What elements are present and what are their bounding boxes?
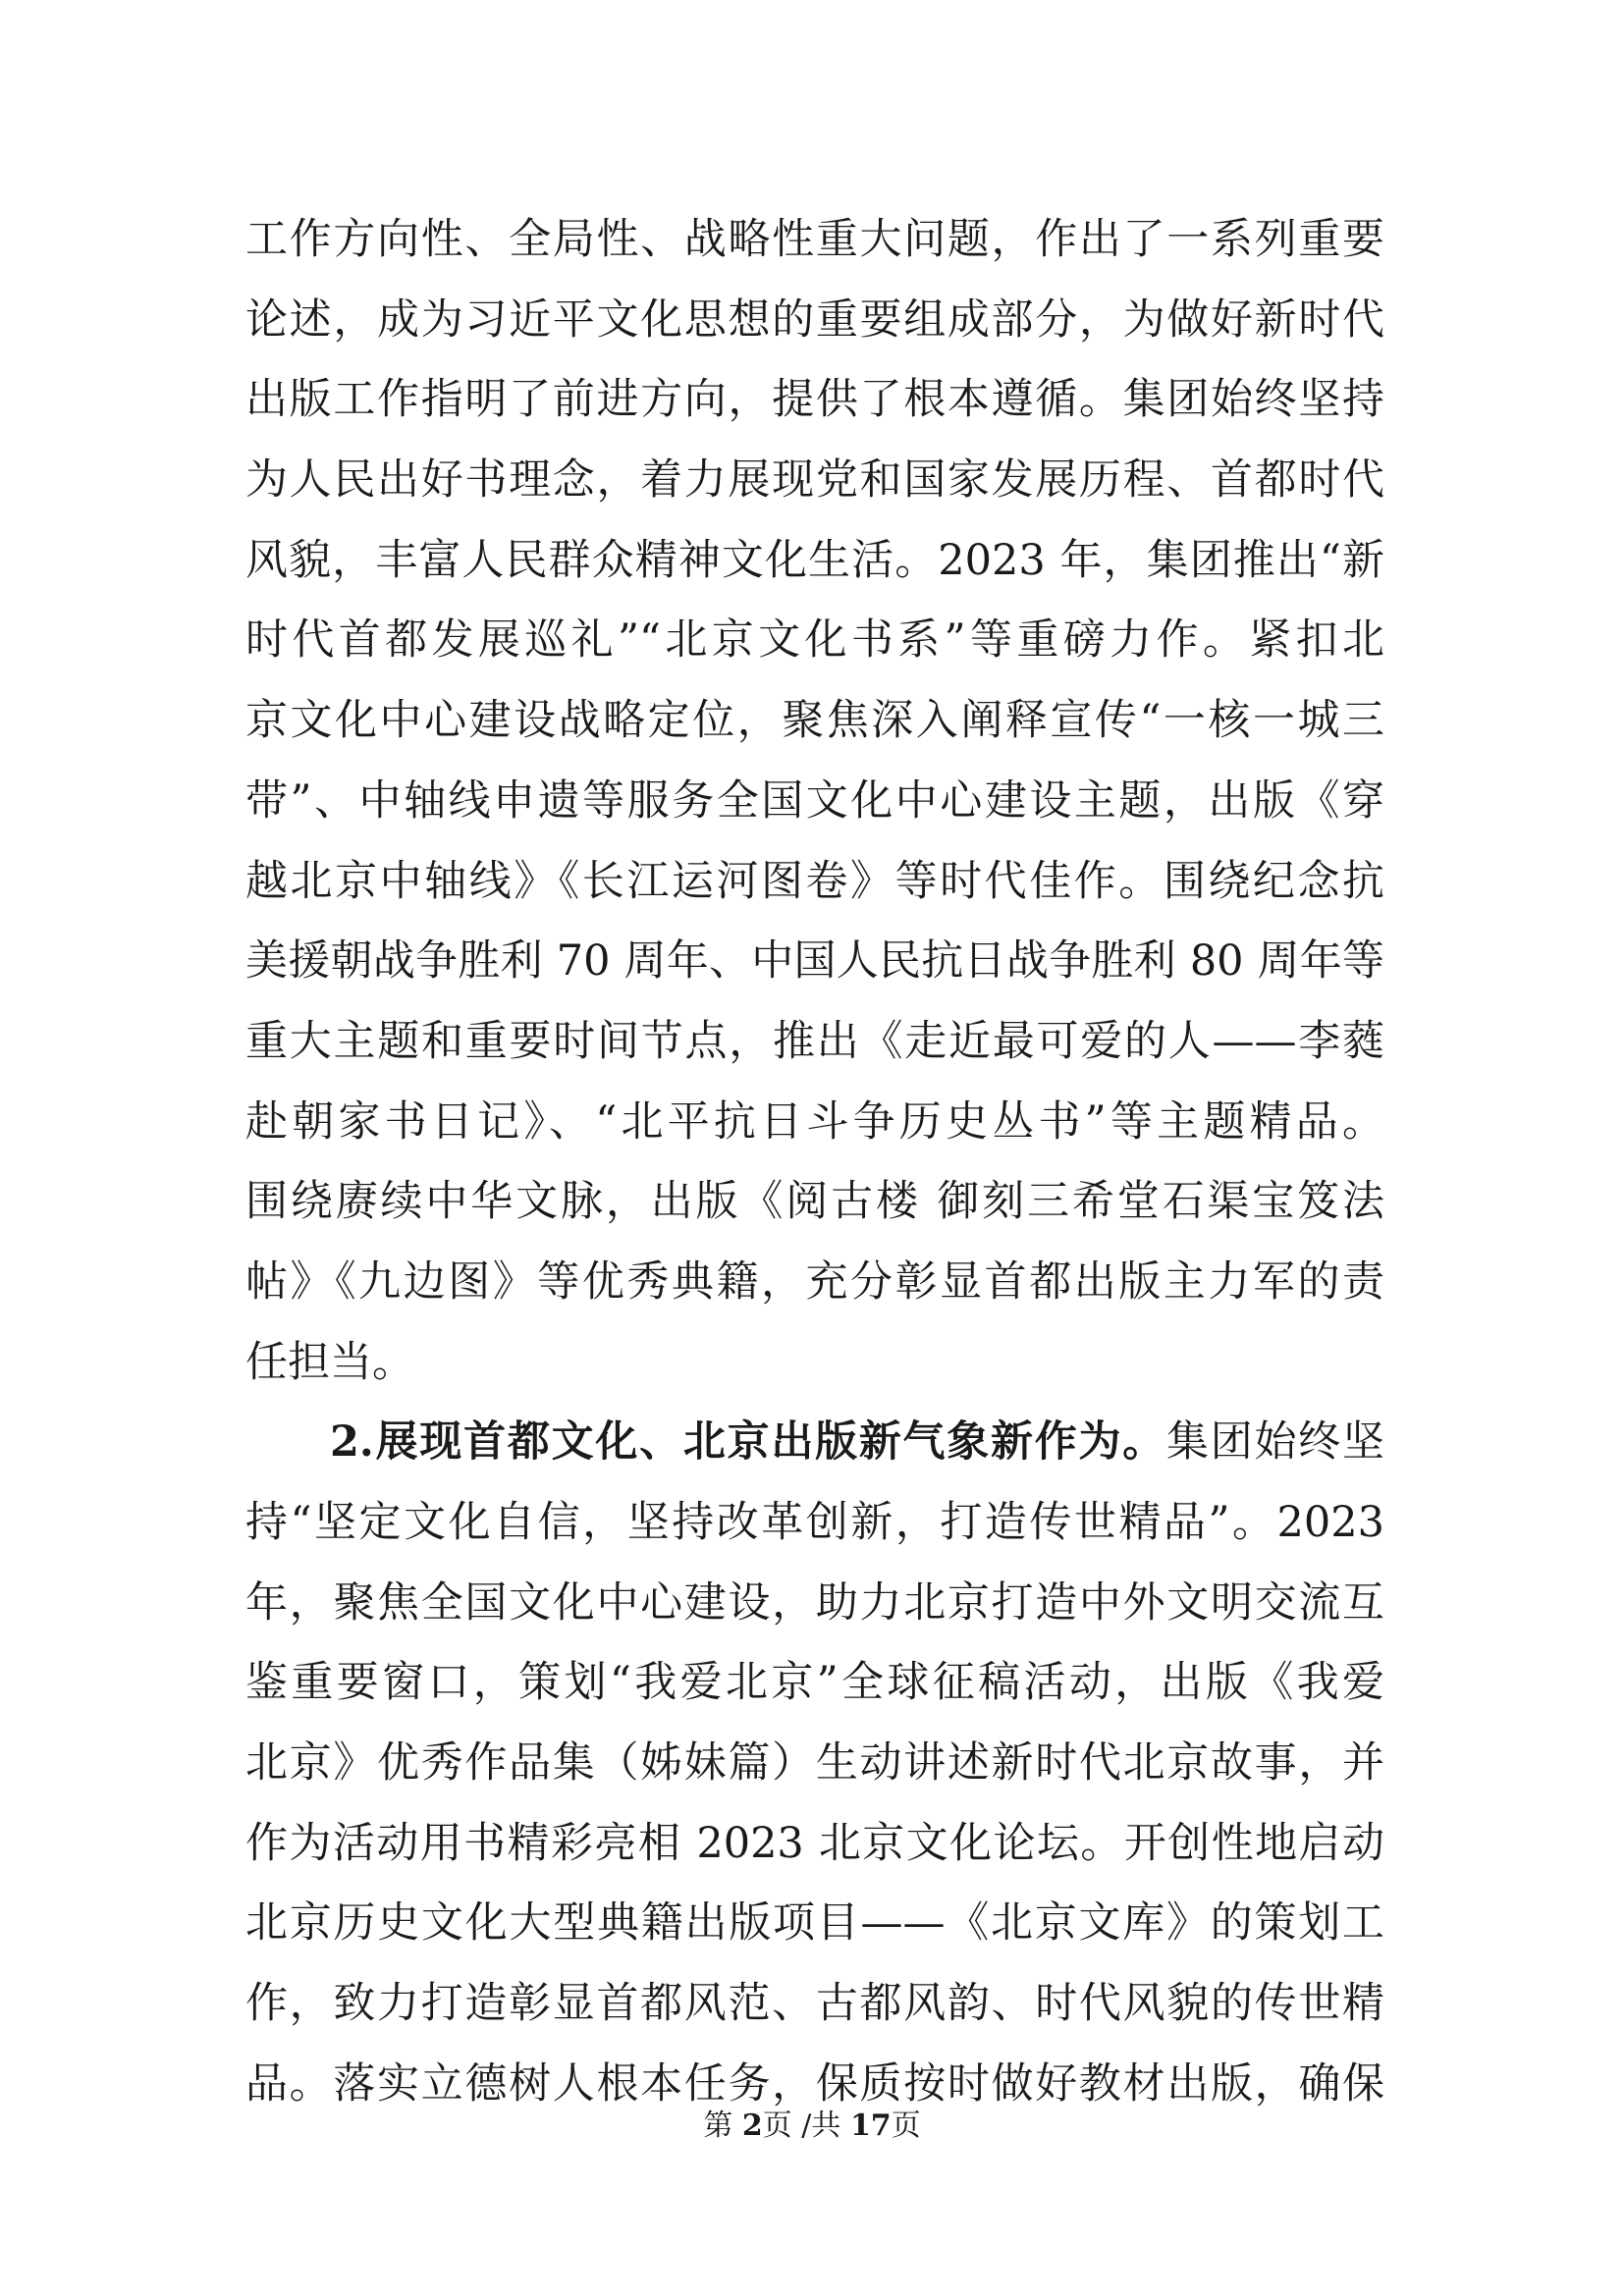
page-footer [0,2107,1624,2146]
body-text [245,200,1384,2125]
current-page-number: 2 [741,2109,763,2143]
text-line: 越北京中轴线》《长江运河图卷》等时代佳作。围绕纪念抗 [245,856,1384,906]
text-line: 京文化中心建设战略定位，聚焦深入阐释宣传“一核一城三 [245,696,1384,746]
text-line: 风貌，丰富人民群众精神文化生活。2023 年，集团推出“新 [245,535,1384,585]
section-2-heading: 2.展现首都文化、北京出版新气象新作为。 [330,1417,1167,1468]
text-line: 围绕赓续中华文脉，出版《阅古楼 御刻三希堂石渠宝笈法 [245,1177,1384,1227]
text-line: 重大主题和重要时间节点，推出《走近最可爱的人——李蕤 [245,1016,1384,1066]
section-2-first-line-rest: 集团始终坚 [1166,1417,1385,1468]
text-line: 论述，成为习近平文化思想的重要组成部分，为做好新时代 [245,294,1384,345]
text-line: 北京历史文化大型典籍出版项目——《北京文库》的策划工 [245,1898,1384,1949]
text-line: 作，致力打造彰显首都风范、古都风韵、时代风貌的传世精 [245,1979,1384,2029]
footer-middle: 页 /共 [762,2109,841,2143]
text-line: 年，聚焦全国文化中心建设，助力北京打造中外文明交流互 [245,1577,1384,1628]
text-line: 美援朝战争胜利 70 周年、中国人民抗日战争胜利 80 周年等 [245,936,1384,987]
total-page-count: 17 [849,2109,892,2143]
text-line: 工作方向性、全局性、战略性重大问题，作出了一系列重要 [245,215,1384,264]
text-line: 作为活动用书精彩亮相 2023 北京文化论坛。开创性地启动 [245,1818,1384,1868]
text-line: 品。落实立德树人根本任务，保质按时做好教材出版，确保 [245,2058,1384,2109]
section-2-first-line [245,1403,1384,1483]
text-line: 为人民出好书理念，着力展现党和国家发展历程、首都时代 [245,455,1384,506]
text-line: 鉴重要窗口，策划“我爱北京”全球征稿活动，出版《我爱 [245,1658,1384,1708]
footer-suffix: 页 [891,2109,921,2143]
text-line: 任担当。 [245,1337,414,1387]
text-line: 出版工作指明了前进方向，提供了根本遵循。集团始终坚持 [245,375,1384,425]
footer-prefix: 第 [703,2109,733,2143]
text-line: 北京》优秀作品集（姊妹篇）生动讲述新时代北京故事，并 [245,1738,1384,1789]
text-line: 时代首都发展巡礼”“北京文化书系”等重磅力作。紧扣北 [245,615,1384,666]
text-line: 持“坚定文化自信，坚持改革创新，打造传世精品”。2023 [245,1498,1384,1547]
text-line: 带”、中轴线申遗等服务全国文化中心建设主题，出版《穿 [245,775,1384,826]
text-line: 赴朝家书日记》、“北平抗日斗争历史丛书”等主题精品。 [245,1096,1384,1147]
text-line: 帖》《九边图》等优秀典籍，充分彰显首都出版主力军的责 [245,1256,1384,1307]
